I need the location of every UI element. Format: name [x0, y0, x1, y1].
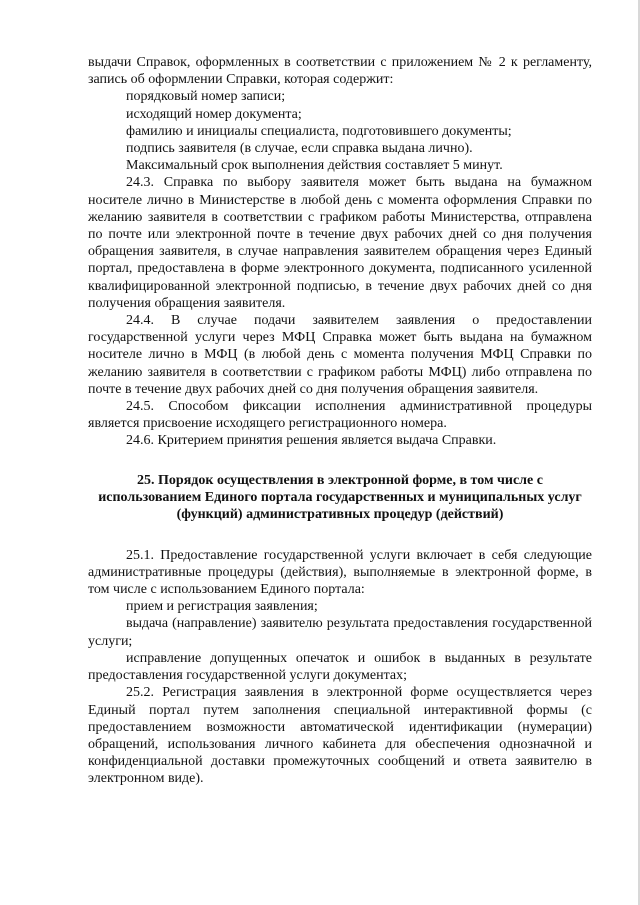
paragraph-24-3: 24.3. Справка по выбору заявителя может быть выдана на бумажном носителе лично в Министерстве в любой день с момента оформления Справки по желанию заявителя в соответствии с графиком работы Министерства, отправлена по почте или электронной почте в течение двух рабочих дней со дня получения обращения заявителя, в случае направления заявителем обращения через Единый портал, предоставлена в форме электронного документа, подписанного усиленной квалифицированной электронной подписью, в течение двух рабочих дней со дня получения обращения заявителя. — [88, 175, 592, 311]
paragraph-25-2: 25.2. Регистрация заявления в электронной форме осуществляется через Единый портал путем заполнения специальной интерактивной формы (с предоставлением возможности автоматической идентификации (нумерации) обращений, использования личного кабинета для обеспечения однозначной и конфиденциальной доставки промежуточных сообщений и ответа заявителю в электронном виде). — [88, 685, 592, 787]
list-item: фамилию и инициалы специалиста, подготовившего документы; — [126, 123, 512, 139]
list-item: выдача (направление) заявителю результата предоставления государственной услуги; — [88, 616, 592, 649]
paragraph-25-1: 25.1. Предоставление государственной услуги включает в себя следующие административные процедуры (действия), выполняемые в электронной форме, в том числе с использованием Единого портала: — [88, 547, 592, 598]
section-heading-25: 25. Порядок осуществления в электронной форме, в том числе с использованием Единого портала государственных и муниципальных услуг (функций) административных процедур (действий) — [98, 472, 582, 522]
paragraph-24-5: 24.5. Способом фиксации исполнения административной процедуры является присвоение исходящего регистрационного номера. — [88, 399, 592, 432]
list-item: порядковый номер записи; — [126, 89, 286, 105]
list-item: исходящий номер документа; — [126, 106, 302, 122]
paragraph-24-4: 24.4. В случае подачи заявителем заявления о предоставлении государственной услуги через МФЦ Справка может быть выдана на бумажном носителе лично в МФЦ (в любой день с момента получения МФЦ Справки по желанию заявителя в соответствии с графиком работы МФЦ) либо отправлена по почте в течение двух рабочих дней со дня получения обращения заявителя. — [88, 313, 592, 397]
document-body — [88, 54, 592, 788]
paragraph-24-6: 24.6. Критерием принятия решения является выдача Справки. — [126, 433, 497, 449]
list-item: исправление допущенных опечаток и ошибок в выданных в результате предоставления государственной услуги документах; — [88, 650, 592, 684]
list-item: прием и регистрация заявления; — [126, 599, 318, 615]
paragraph-intro: выдачи Справок, оформленных в соответствии с приложением № 2 к регламенту, запись об оформлении Справки, которая содержит: — [88, 55, 592, 88]
paragraph: Максимальный срок выполнения действия составляет 5 минут. — [126, 158, 503, 174]
list-item: подпись заявителя (в случае, если справка выдана лично). — [126, 141, 473, 157]
